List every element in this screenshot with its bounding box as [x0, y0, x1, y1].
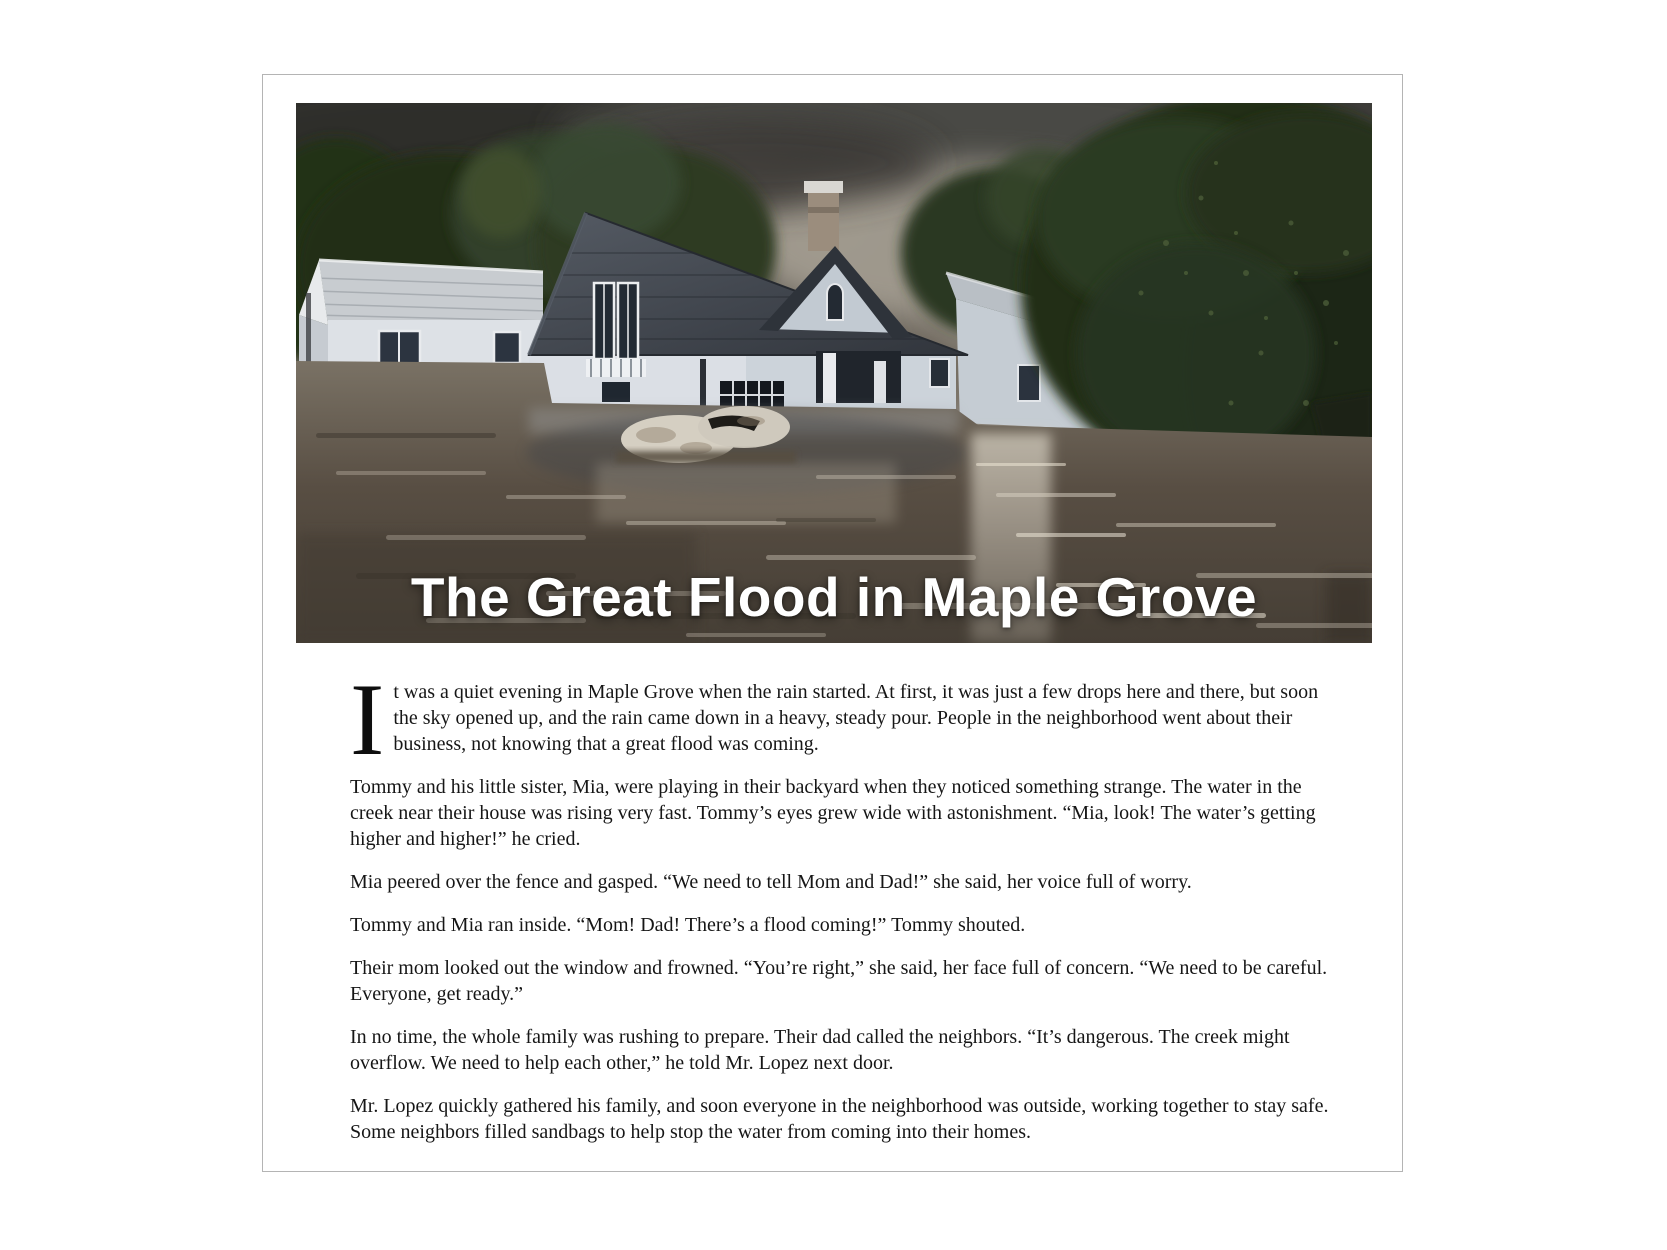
paragraph-1	[350, 663, 1340, 777]
paragraph-6: In no time, the whole family was rushing to prepare. Their dad called the neighbors. “It’s dangerous. The creek might overflow. We need to help each other,” he told Mr. Lopez next door.	[350, 1026, 1290, 1074]
flooded-house-left	[299, 253, 556, 367]
hero-image	[296, 103, 1372, 643]
paragraph-1-text: t was a quiet evening in Maple Grove when the rain started. At first, it was just a few drops here and there, but soon the sky opened up, and the rain came down in a heavy, steady pour. People in the neighborhood went about their business, not knowing that a great flood was coming.	[393, 681, 1319, 755]
story-page	[262, 74, 1403, 1172]
story-text	[350, 663, 1340, 1162]
paragraph-4: Tommy and Mia ran inside. “Mom! Dad! There’s a flood coming!” Tommy shouted.	[350, 914, 1026, 936]
flood-scene-illustration	[296, 103, 1372, 643]
drop-cap: I	[350, 663, 385, 777]
hero-title: The Great Flood in Maple Grove	[410, 566, 1258, 628]
paragraph-2: Tommy and his little sister, Mia, were playing in their backyard when they noticed something strange. The water in the creek near their house was rising very fast. Tommy’s eyes grew wide with astonishment. “Mia, look! The water’s getting higher and higher!” he cried.	[350, 776, 1316, 850]
paragraph-5: Their mom looked out the window and frowned. “You’re right,” she said, her face full of concern. “We need to be careful. Everyone, get ready.”	[350, 957, 1328, 1005]
paragraph-3: Mia peered over the fence and gasped. “We need to tell Mom and Dad!” she said, her voice full of worry.	[350, 871, 1192, 893]
paragraph-7: Mr. Lopez quickly gathered his family, and soon everyone in the neighborhood was outside, working together to stay safe. Some neighbors filled sandbags to help stop the water from coming into their homes.	[350, 1095, 1329, 1143]
